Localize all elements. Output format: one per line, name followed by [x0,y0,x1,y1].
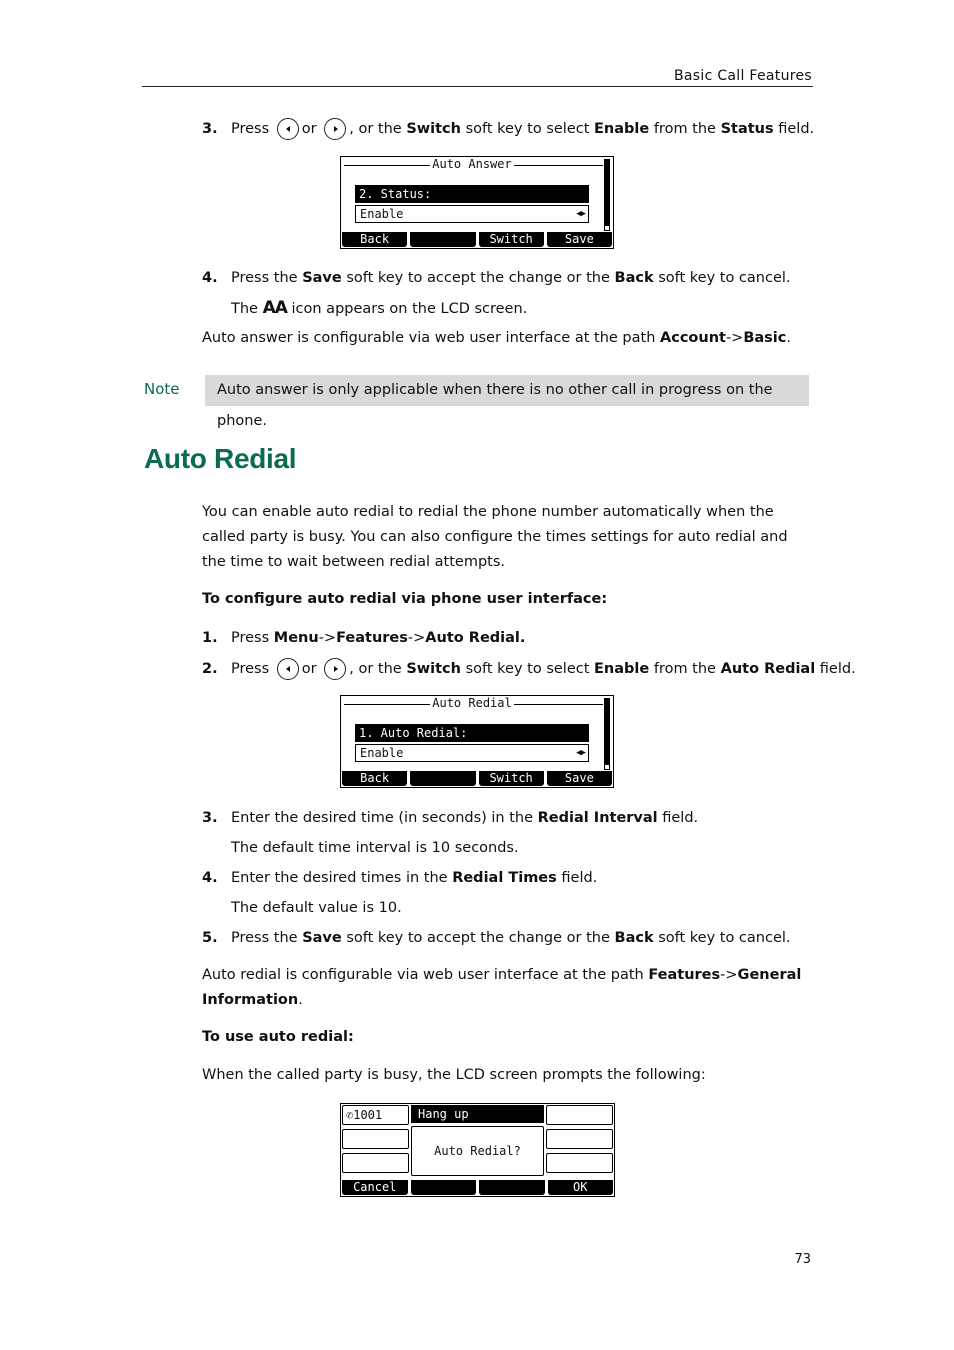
note-text: Auto answer is only applicable when there is no other call in progress on the phone. [205,375,809,406]
softkey-empty [479,1180,545,1195]
right-navigation-key-icon [324,658,346,680]
softkey-empty [410,232,475,247]
left-right-arrow-icon: ◀▶ [576,748,585,758]
line-key-empty [546,1105,613,1125]
lcd-scrollbar [604,698,610,770]
config-path-answer: Auto answer is configurable via web user interface at the path Account->Basic. [202,330,791,346]
softkey-save: Save [547,771,612,786]
lcd-auto-redial [340,695,614,788]
auto-redial-prompt: Auto Redial? [411,1126,544,1176]
redial-step-1: 1. Press Menu->Features->Auto Redial. [202,630,526,646]
redial-step-3-note: The default time interval is 10 seconds. [231,840,519,856]
left-navigation-key-icon [277,658,299,680]
redial-step-5: 5. Press the Save soft key to accept the change or the Back soft key to cancel. [202,930,791,946]
left-navigation-key-icon [277,118,299,140]
lcd-title: Auto Answer [432,157,512,171]
lcd-value-field: Enable ◀▶ [355,744,589,762]
lcd-selected-item: 2. Status: [355,185,589,203]
redial-step-2: 2. Press or , or the Switch soft key to select Enable from the Auto Redial field. [202,658,856,680]
use-text: When the called party is busy, the LCD screen prompts the following: [202,1067,706,1083]
note-label: Note [144,380,180,398]
softkey-empty [411,1180,477,1195]
lcd-selected-item: 1. Auto Redial: [355,724,589,742]
line-key-empty [342,1129,409,1149]
softkey-cancel: Cancel [342,1180,408,1195]
running-header: Basic Call Features [674,68,812,84]
line-key-1001: ✆1001 [342,1105,409,1125]
subheading-use: To use auto redial: [202,1029,354,1045]
softkey-save: Save [547,232,612,247]
lcd-call-prompt [340,1103,615,1197]
softkey-empty [410,771,475,786]
step-3-status: 3. Press or , or the Switch soft key to select Enable from the Status field. [202,118,814,140]
subheading-configure: To configure auto redial via phone user interface: [202,591,608,607]
line-key-empty [546,1153,613,1173]
hang-up-bar: Hang up [411,1105,544,1123]
redial-step-4-note: The default value is 10. [231,900,402,916]
phone-icon: ✆ [346,1108,354,1122]
softkey-ok: OK [548,1180,614,1195]
aa-icon-line: The AA icon appears on the LCD screen. [231,298,528,318]
softkey-back: Back [342,232,407,247]
redial-step-4: 4. Enter the desired times in the Redial Times field. [202,870,598,886]
right-navigation-key-icon [324,118,346,140]
config-path-redial: Auto redial is configurable via web user interface at the path Features->General Information. [202,967,802,1008]
line-key-empty [342,1153,409,1173]
lcd-auto-answer [340,156,614,249]
lcd-value-field: Enable ◀▶ [355,205,589,223]
step-4-save: 4. Press the Save soft key to accept the change or the Back soft key to cancel. [202,270,791,286]
softkey-switch: Switch [479,232,544,247]
redial-step-3: 3. Enter the desired time (in seconds) in the Redial Interval field. [202,810,699,826]
section-title: Auto Redial [144,443,297,474]
auto-answer-icon: AA [262,298,287,318]
page-number: 73 [794,1252,811,1267]
intro-paragraph: You can enable auto redial to redial the phone number automatically when the called party is busy. You can also configure the times settings for auto redial and the time to wait between redial attempts. [202,504,788,570]
softkey-switch: Switch [479,771,544,786]
lcd-title: Auto Redial [432,696,512,710]
line-key-empty [546,1129,613,1149]
left-right-arrow-icon: ◀▶ [576,209,585,219]
lcd-scrollbar [604,159,610,231]
softkey-back: Back [342,771,407,786]
header-rule [142,86,813,87]
